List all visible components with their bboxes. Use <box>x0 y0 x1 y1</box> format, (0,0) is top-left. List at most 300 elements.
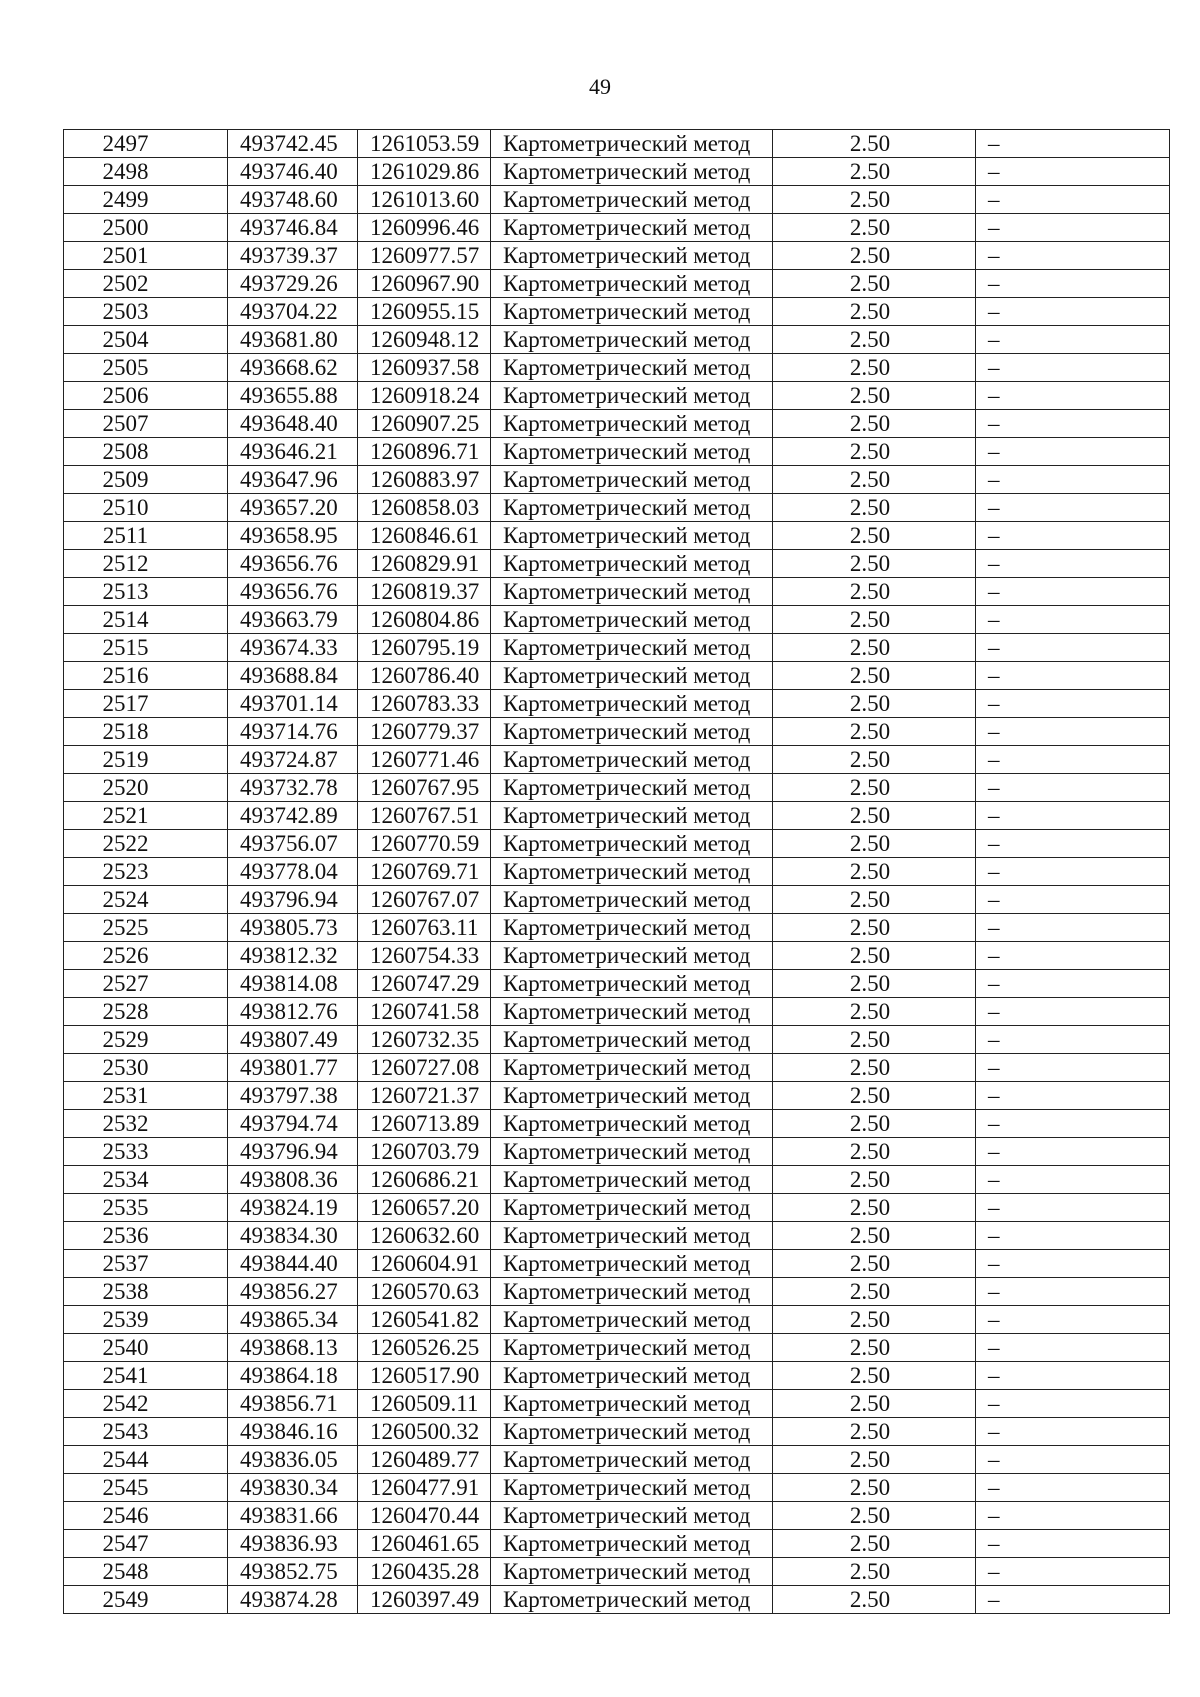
method-cell: Картометрический метод <box>491 914 773 942</box>
y-coordinate-cell: 1260767.95 <box>358 774 491 802</box>
point-number-cell: 2547 <box>64 1530 228 1558</box>
x-coordinate-cell: 493874.28 <box>228 1586 358 1614</box>
table-row <box>64 998 1170 1026</box>
accuracy-cell: 2.50 <box>773 1306 976 1334</box>
point-number-cell: 2502 <box>64 270 228 298</box>
accuracy-cell: 2.50 <box>773 1418 976 1446</box>
x-coordinate-cell: 493801.77 <box>228 1054 358 1082</box>
table-row <box>64 1194 1170 1222</box>
table-row <box>64 634 1170 662</box>
description-cell: – <box>976 158 1170 186</box>
accuracy-cell: 2.50 <box>773 1446 976 1474</box>
point-number-cell: 2514 <box>64 606 228 634</box>
accuracy-cell: 2.50 <box>773 606 976 634</box>
table-row <box>64 746 1170 774</box>
description-cell: – <box>976 1082 1170 1110</box>
x-coordinate-cell: 493646.21 <box>228 438 358 466</box>
point-number-cell: 2543 <box>64 1418 228 1446</box>
point-number-cell: 2548 <box>64 1558 228 1586</box>
y-coordinate-cell: 1260767.07 <box>358 886 491 914</box>
accuracy-cell: 2.50 <box>773 774 976 802</box>
y-coordinate-cell: 1260829.91 <box>358 550 491 578</box>
description-cell: – <box>976 1222 1170 1250</box>
x-coordinate-cell: 493797.38 <box>228 1082 358 1110</box>
table-row <box>64 1082 1170 1110</box>
method-cell: Картометрический метод <box>491 1418 773 1446</box>
accuracy-cell: 2.50 <box>773 1138 976 1166</box>
point-number-cell: 2540 <box>64 1334 228 1362</box>
method-cell: Картометрический метод <box>491 886 773 914</box>
point-number-cell: 2519 <box>64 746 228 774</box>
accuracy-cell: 2.50 <box>773 1250 976 1278</box>
description-cell: – <box>976 1558 1170 1586</box>
point-number-cell: 2499 <box>64 186 228 214</box>
table-row <box>64 1138 1170 1166</box>
accuracy-cell: 2.50 <box>773 746 976 774</box>
y-coordinate-cell: 1260470.44 <box>358 1502 491 1530</box>
y-coordinate-cell: 1260461.65 <box>358 1530 491 1558</box>
table-row <box>64 1530 1170 1558</box>
accuracy-cell: 2.50 <box>773 158 976 186</box>
description-cell: – <box>976 1502 1170 1530</box>
accuracy-cell: 2.50 <box>773 970 976 998</box>
description-cell: – <box>976 578 1170 606</box>
x-coordinate-cell: 493805.73 <box>228 914 358 942</box>
x-coordinate-cell: 493856.27 <box>228 1278 358 1306</box>
table-row <box>64 1474 1170 1502</box>
point-number-cell: 2511 <box>64 522 228 550</box>
description-cell: – <box>976 1138 1170 1166</box>
accuracy-cell: 2.50 <box>773 1530 976 1558</box>
table-row <box>64 886 1170 914</box>
point-number-cell: 2517 <box>64 690 228 718</box>
method-cell: Картометрический метод <box>491 298 773 326</box>
table-row <box>64 466 1170 494</box>
point-number-cell: 2541 <box>64 1362 228 1390</box>
method-cell: Картометрический метод <box>491 662 773 690</box>
x-coordinate-cell: 493796.94 <box>228 1138 358 1166</box>
point-number-cell: 2512 <box>64 550 228 578</box>
y-coordinate-cell: 1260795.19 <box>358 634 491 662</box>
table-row <box>64 1054 1170 1082</box>
table-row <box>64 1390 1170 1418</box>
description-cell: – <box>976 746 1170 774</box>
description-cell: – <box>976 1306 1170 1334</box>
point-number-cell: 2522 <box>64 830 228 858</box>
description-cell: – <box>976 494 1170 522</box>
y-coordinate-cell: 1260786.40 <box>358 662 491 690</box>
description-cell: – <box>976 1166 1170 1194</box>
accuracy-cell: 2.50 <box>773 410 976 438</box>
y-coordinate-cell: 1260819.37 <box>358 578 491 606</box>
table-row <box>64 242 1170 270</box>
method-cell: Картометрический метод <box>491 858 773 886</box>
description-cell: – <box>976 998 1170 1026</box>
point-number-cell: 2542 <box>64 1390 228 1418</box>
point-number-cell: 2538 <box>64 1278 228 1306</box>
table-row <box>64 1362 1170 1390</box>
description-cell: – <box>976 1334 1170 1362</box>
accuracy-cell: 2.50 <box>773 522 976 550</box>
table-row <box>64 130 1170 158</box>
description-cell: – <box>976 1362 1170 1390</box>
accuracy-cell: 2.50 <box>773 830 976 858</box>
x-coordinate-cell: 493844.40 <box>228 1250 358 1278</box>
y-coordinate-cell: 1260741.58 <box>358 998 491 1026</box>
description-cell: – <box>976 242 1170 270</box>
table-row <box>64 1558 1170 1586</box>
x-coordinate-cell: 493732.78 <box>228 774 358 802</box>
point-number-cell: 2518 <box>64 718 228 746</box>
x-coordinate-cell: 493701.14 <box>228 690 358 718</box>
description-cell: – <box>976 298 1170 326</box>
x-coordinate-cell: 493656.76 <box>228 578 358 606</box>
description-cell: – <box>976 1474 1170 1502</box>
point-number-cell: 2546 <box>64 1502 228 1530</box>
method-cell: Картометрический метод <box>491 186 773 214</box>
method-cell: Картометрический метод <box>491 942 773 970</box>
accuracy-cell: 2.50 <box>773 662 976 690</box>
point-number-cell: 2497 <box>64 130 228 158</box>
y-coordinate-cell: 1260703.79 <box>358 1138 491 1166</box>
method-cell: Картометрический метод <box>491 1222 773 1250</box>
accuracy-cell: 2.50 <box>773 1474 976 1502</box>
method-cell: Картометрический метод <box>491 1250 773 1278</box>
method-cell: Картометрический метод <box>491 1054 773 1082</box>
table-row <box>64 550 1170 578</box>
x-coordinate-cell: 493658.95 <box>228 522 358 550</box>
accuracy-cell: 2.50 <box>773 1558 976 1586</box>
point-number-cell: 2513 <box>64 578 228 606</box>
x-coordinate-cell: 493724.87 <box>228 746 358 774</box>
description-cell: – <box>976 1418 1170 1446</box>
method-cell: Картометрический метод <box>491 242 773 270</box>
point-number-cell: 2532 <box>64 1110 228 1138</box>
x-coordinate-cell: 493856.71 <box>228 1390 358 1418</box>
description-cell: – <box>976 606 1170 634</box>
x-coordinate-cell: 493742.45 <box>228 130 358 158</box>
point-number-cell: 2520 <box>64 774 228 802</box>
description-cell: – <box>976 550 1170 578</box>
description-cell: – <box>976 858 1170 886</box>
method-cell: Картометрический метод <box>491 382 773 410</box>
point-number-cell: 2526 <box>64 942 228 970</box>
point-number-cell: 2536 <box>64 1222 228 1250</box>
y-coordinate-cell: 1260763.11 <box>358 914 491 942</box>
x-coordinate-cell: 493739.37 <box>228 242 358 270</box>
description-cell: – <box>976 690 1170 718</box>
description-cell: – <box>976 662 1170 690</box>
x-coordinate-cell: 493674.33 <box>228 634 358 662</box>
table-row <box>64 690 1170 718</box>
x-coordinate-cell: 493647.96 <box>228 466 358 494</box>
table-row <box>64 1110 1170 1138</box>
table-row <box>64 382 1170 410</box>
y-coordinate-cell: 1260769.71 <box>358 858 491 886</box>
point-number-cell: 2535 <box>64 1194 228 1222</box>
table-row <box>64 774 1170 802</box>
table-row <box>64 1222 1170 1250</box>
description-cell: – <box>976 1054 1170 1082</box>
x-coordinate-cell: 493656.76 <box>228 550 358 578</box>
description-cell: – <box>976 410 1170 438</box>
x-coordinate-cell: 493748.60 <box>228 186 358 214</box>
x-coordinate-cell: 493831.66 <box>228 1502 358 1530</box>
x-coordinate-cell: 493668.62 <box>228 354 358 382</box>
point-number-cell: 2529 <box>64 1026 228 1054</box>
method-cell: Картометрический метод <box>491 158 773 186</box>
method-cell: Картометрический метод <box>491 1558 773 1586</box>
accuracy-cell: 2.50 <box>773 326 976 354</box>
point-number-cell: 2508 <box>64 438 228 466</box>
point-number-cell: 2537 <box>64 1250 228 1278</box>
description-cell: – <box>976 970 1170 998</box>
table-row <box>64 1334 1170 1362</box>
point-number-cell: 2533 <box>64 1138 228 1166</box>
method-cell: Картометрический метод <box>491 746 773 774</box>
y-coordinate-cell: 1260858.03 <box>358 494 491 522</box>
description-cell: – <box>976 382 1170 410</box>
x-coordinate-cell: 493865.34 <box>228 1306 358 1334</box>
method-cell: Картометрический метод <box>491 606 773 634</box>
method-cell: Картометрический метод <box>491 410 773 438</box>
accuracy-cell: 2.50 <box>773 1278 976 1306</box>
table-row <box>64 1250 1170 1278</box>
y-coordinate-cell: 1260541.82 <box>358 1306 491 1334</box>
table-row <box>64 354 1170 382</box>
point-number-cell: 2515 <box>64 634 228 662</box>
y-coordinate-cell: 1260713.89 <box>358 1110 491 1138</box>
x-coordinate-cell: 493812.32 <box>228 942 358 970</box>
accuracy-cell: 2.50 <box>773 998 976 1026</box>
y-coordinate-cell: 1261053.59 <box>358 130 491 158</box>
y-coordinate-cell: 1260770.59 <box>358 830 491 858</box>
x-coordinate-cell: 493681.80 <box>228 326 358 354</box>
table-row <box>64 158 1170 186</box>
description-cell: – <box>976 438 1170 466</box>
y-coordinate-cell: 1260779.37 <box>358 718 491 746</box>
x-coordinate-cell: 493746.84 <box>228 214 358 242</box>
point-number-cell: 2498 <box>64 158 228 186</box>
table-row <box>64 970 1170 998</box>
point-number-cell: 2531 <box>64 1082 228 1110</box>
y-coordinate-cell: 1260570.63 <box>358 1278 491 1306</box>
x-coordinate-cell: 493648.40 <box>228 410 358 438</box>
y-coordinate-cell: 1260955.15 <box>358 298 491 326</box>
point-number-cell: 2549 <box>64 1586 228 1614</box>
method-cell: Картометрический метод <box>491 774 773 802</box>
y-coordinate-cell: 1261013.60 <box>358 186 491 214</box>
table-row <box>64 494 1170 522</box>
method-cell: Картометрический метод <box>491 1334 773 1362</box>
x-coordinate-cell: 493824.19 <box>228 1194 358 1222</box>
page-number: 49 <box>589 74 611 99</box>
method-cell: Картометрический метод <box>491 1502 773 1530</box>
y-coordinate-cell: 1260754.33 <box>358 942 491 970</box>
y-coordinate-cell: 1260732.35 <box>358 1026 491 1054</box>
x-coordinate-cell: 493714.76 <box>228 718 358 746</box>
description-cell: – <box>976 1250 1170 1278</box>
x-coordinate-cell: 493846.16 <box>228 1418 358 1446</box>
table-row <box>64 914 1170 942</box>
description-cell: – <box>976 186 1170 214</box>
y-coordinate-cell: 1260632.60 <box>358 1222 491 1250</box>
method-cell: Картометрический метод <box>491 522 773 550</box>
table-row <box>64 830 1170 858</box>
description-cell: – <box>976 1586 1170 1614</box>
description-cell: – <box>976 1390 1170 1418</box>
point-number-cell: 2507 <box>64 410 228 438</box>
y-coordinate-cell: 1260500.32 <box>358 1418 491 1446</box>
description-cell: – <box>976 718 1170 746</box>
description-cell: – <box>976 130 1170 158</box>
accuracy-cell: 2.50 <box>773 382 976 410</box>
accuracy-cell: 2.50 <box>773 1054 976 1082</box>
y-coordinate-cell: 1260804.86 <box>358 606 491 634</box>
point-number-cell: 2523 <box>64 858 228 886</box>
accuracy-cell: 2.50 <box>773 1110 976 1138</box>
x-coordinate-cell: 493868.13 <box>228 1334 358 1362</box>
table-row <box>64 1166 1170 1194</box>
point-number-cell: 2504 <box>64 326 228 354</box>
description-cell: – <box>976 522 1170 550</box>
method-cell: Картометрический метод <box>491 1390 773 1418</box>
accuracy-cell: 2.50 <box>773 494 976 522</box>
point-number-cell: 2524 <box>64 886 228 914</box>
y-coordinate-cell: 1260604.91 <box>358 1250 491 1278</box>
description-cell: – <box>976 914 1170 942</box>
description-cell: – <box>976 1026 1170 1054</box>
x-coordinate-cell: 493814.08 <box>228 970 358 998</box>
y-coordinate-cell: 1260397.49 <box>358 1586 491 1614</box>
method-cell: Картометрический метод <box>491 438 773 466</box>
x-coordinate-cell: 493807.49 <box>228 1026 358 1054</box>
y-coordinate-cell: 1260896.71 <box>358 438 491 466</box>
point-number-cell: 2510 <box>64 494 228 522</box>
x-coordinate-cell: 493836.93 <box>228 1530 358 1558</box>
y-coordinate-cell: 1261029.86 <box>358 158 491 186</box>
method-cell: Картометрический метод <box>491 494 773 522</box>
method-cell: Картометрический метод <box>491 1530 773 1558</box>
table-row <box>64 298 1170 326</box>
description-cell: – <box>976 214 1170 242</box>
x-coordinate-cell: 493704.22 <box>228 298 358 326</box>
point-number-cell: 2501 <box>64 242 228 270</box>
y-coordinate-cell: 1260767.51 <box>358 802 491 830</box>
point-number-cell: 2534 <box>64 1166 228 1194</box>
method-cell: Картометрический метод <box>491 1474 773 1502</box>
method-cell: Картометрический метод <box>491 326 773 354</box>
x-coordinate-cell: 493864.18 <box>228 1362 358 1390</box>
y-coordinate-cell: 1260967.90 <box>358 270 491 298</box>
method-cell: Картометрический метод <box>491 130 773 158</box>
accuracy-cell: 2.50 <box>773 942 976 970</box>
method-cell: Картометрический метод <box>491 550 773 578</box>
accuracy-cell: 2.50 <box>773 1026 976 1054</box>
method-cell: Картометрический метод <box>491 578 773 606</box>
method-cell: Картометрический метод <box>491 830 773 858</box>
point-number-cell: 2500 <box>64 214 228 242</box>
table-row <box>64 326 1170 354</box>
accuracy-cell: 2.50 <box>773 1390 976 1418</box>
accuracy-cell: 2.50 <box>773 1362 976 1390</box>
description-cell: – <box>976 802 1170 830</box>
y-coordinate-cell: 1260883.97 <box>358 466 491 494</box>
description-cell: – <box>976 1530 1170 1558</box>
x-coordinate-cell: 493657.20 <box>228 494 358 522</box>
x-coordinate-cell: 493796.94 <box>228 886 358 914</box>
x-coordinate-cell: 493794.74 <box>228 1110 358 1138</box>
x-coordinate-cell: 493852.75 <box>228 1558 358 1586</box>
accuracy-cell: 2.50 <box>773 1502 976 1530</box>
accuracy-cell: 2.50 <box>773 438 976 466</box>
point-number-cell: 2516 <box>64 662 228 690</box>
accuracy-cell: 2.50 <box>773 298 976 326</box>
method-cell: Картометрический метод <box>491 270 773 298</box>
accuracy-cell: 2.50 <box>773 186 976 214</box>
point-number-cell: 2521 <box>64 802 228 830</box>
accuracy-cell: 2.50 <box>773 242 976 270</box>
accuracy-cell: 2.50 <box>773 858 976 886</box>
description-cell: – <box>976 1278 1170 1306</box>
y-coordinate-cell: 1260846.61 <box>358 522 491 550</box>
y-coordinate-cell: 1260517.90 <box>358 1362 491 1390</box>
y-coordinate-cell: 1260747.29 <box>358 970 491 998</box>
accuracy-cell: 2.50 <box>773 214 976 242</box>
accuracy-cell: 2.50 <box>773 466 976 494</box>
accuracy-cell: 2.50 <box>773 130 976 158</box>
method-cell: Картометрический метод <box>491 1306 773 1334</box>
method-cell: Картометрический метод <box>491 718 773 746</box>
accuracy-cell: 2.50 <box>773 718 976 746</box>
x-coordinate-cell: 493746.40 <box>228 158 358 186</box>
table-row <box>64 802 1170 830</box>
y-coordinate-cell: 1260727.08 <box>358 1054 491 1082</box>
x-coordinate-cell: 493778.04 <box>228 858 358 886</box>
y-coordinate-cell: 1260657.20 <box>358 1194 491 1222</box>
method-cell: Картометрический метод <box>491 214 773 242</box>
y-coordinate-cell: 1260918.24 <box>358 382 491 410</box>
description-cell: – <box>976 466 1170 494</box>
table-row <box>64 410 1170 438</box>
point-number-cell: 2530 <box>64 1054 228 1082</box>
y-coordinate-cell: 1260977.57 <box>358 242 491 270</box>
y-coordinate-cell: 1260477.91 <box>358 1474 491 1502</box>
point-number-cell: 2525 <box>64 914 228 942</box>
description-cell: – <box>976 634 1170 662</box>
accuracy-cell: 2.50 <box>773 802 976 830</box>
point-number-cell: 2527 <box>64 970 228 998</box>
accuracy-cell: 2.50 <box>773 634 976 662</box>
table-row <box>64 1502 1170 1530</box>
method-cell: Картометрический метод <box>491 1446 773 1474</box>
method-cell: Картометрический метод <box>491 690 773 718</box>
point-number-cell: 2503 <box>64 298 228 326</box>
y-coordinate-cell: 1260686.21 <box>358 1166 491 1194</box>
table-row <box>64 858 1170 886</box>
method-cell: Картометрический метод <box>491 1082 773 1110</box>
method-cell: Картометрический метод <box>491 1110 773 1138</box>
method-cell: Картометрический метод <box>491 1278 773 1306</box>
description-cell: – <box>976 1194 1170 1222</box>
x-coordinate-cell: 493663.79 <box>228 606 358 634</box>
table-row <box>64 270 1170 298</box>
description-cell: – <box>976 830 1170 858</box>
x-coordinate-cell: 493756.07 <box>228 830 358 858</box>
point-number-cell: 2506 <box>64 382 228 410</box>
table-row <box>64 662 1170 690</box>
method-cell: Картометрический метод <box>491 1362 773 1390</box>
